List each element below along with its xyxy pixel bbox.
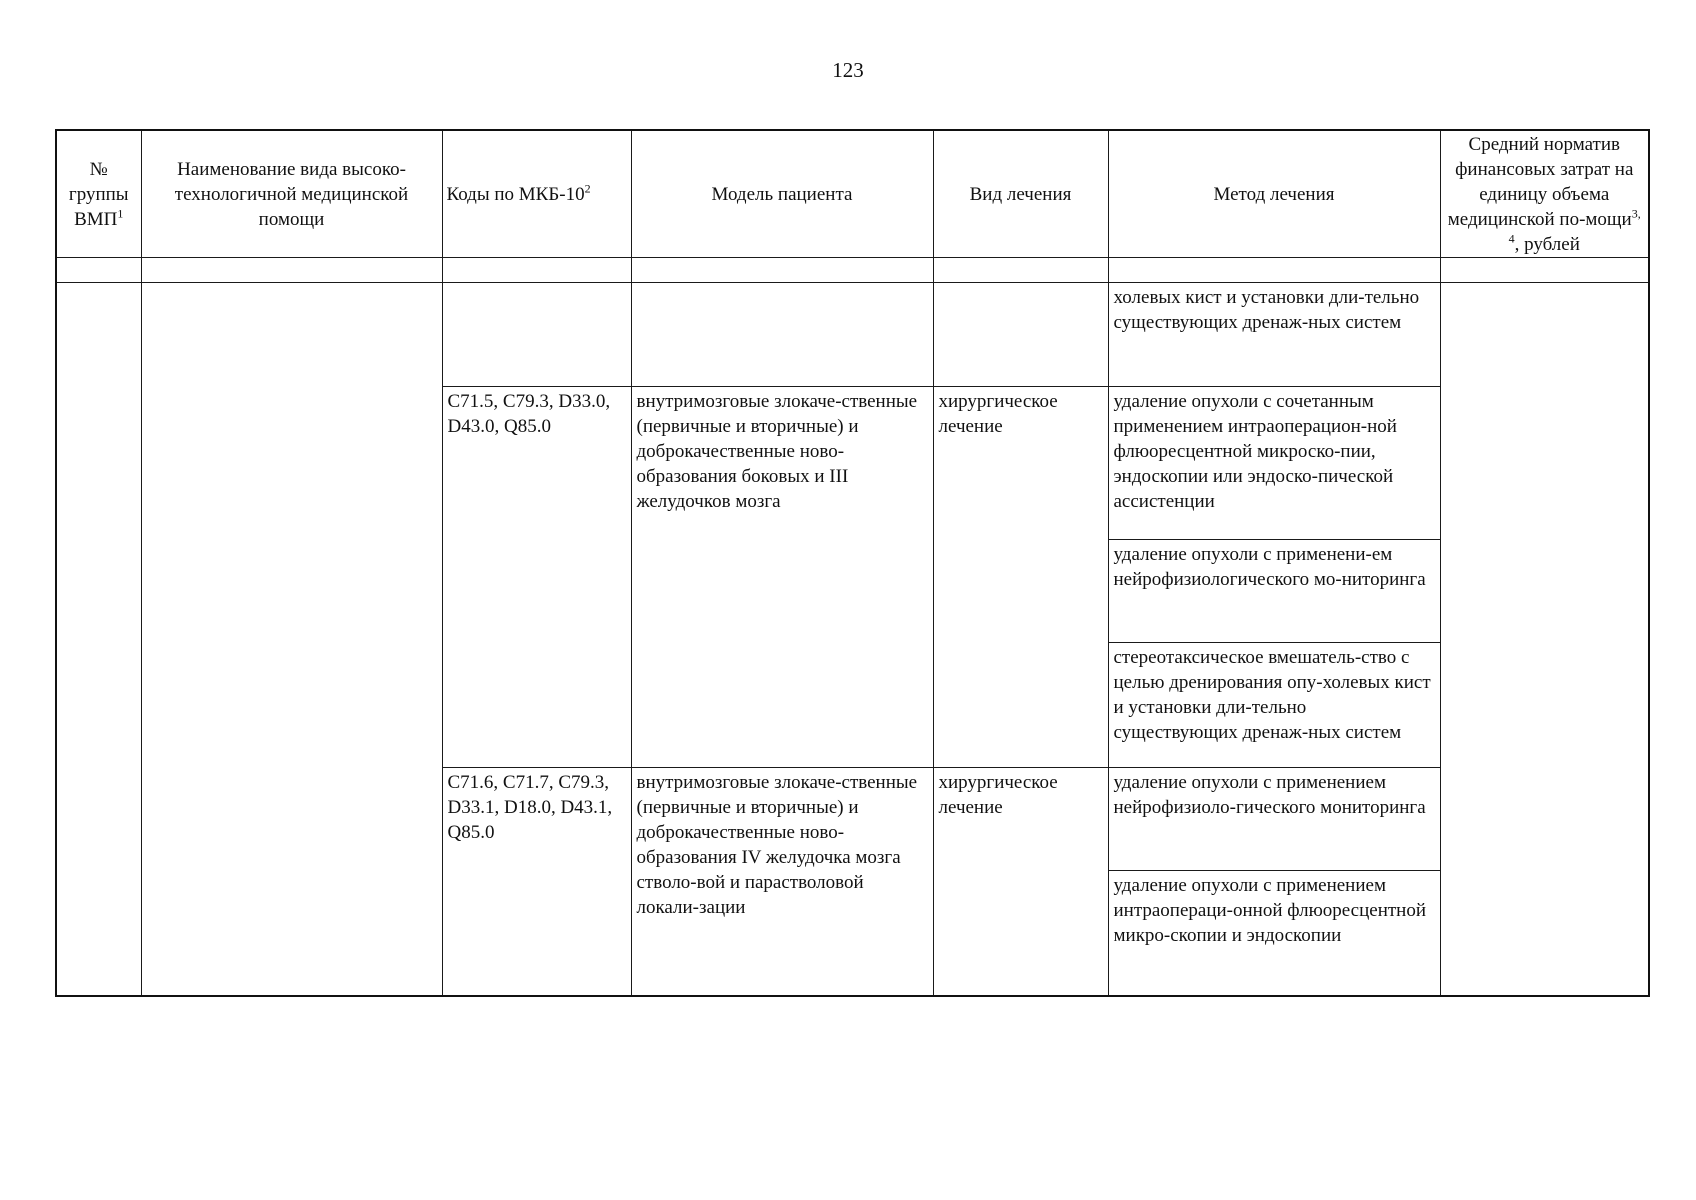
- method-cell: удаление опухоли с применением нейрофизиоло-гического мониторинга: [1108, 768, 1440, 871]
- header-spacer-row: [56, 258, 1649, 283]
- header-cost-norm: Средний норматив финансовых затрат на единицу объема медицинской по-мощи$^{3, 4}$, рублей: [1440, 130, 1649, 258]
- page-number: 123: [832, 58, 864, 82]
- codes-cell: C71.6, C71.7, C79.3, D33.1, D18.0, D43.1, Q85.0: [442, 768, 631, 997]
- method-cell: холевых кист и установки дли-тельно существующих дренаж-ных систем: [1108, 283, 1440, 387]
- model-cell: внутримозговые злокаче-ственные (первичные и вторичные) и доброкачественные ново-образования боковых и III желудочков мозга: [631, 387, 933, 768]
- header-icd-codes: Коды по МКБ-$10^2$: [442, 130, 631, 258]
- method-cell: удаление опухоли с применени-ем нейрофизиологического мо-ниторинга: [1108, 540, 1440, 643]
- method-cell: стереотаксическое вмешатель-ство с целью дренирования опу-холевых кист и установки дли-тельно существующих дренаж-ных систем: [1108, 643, 1440, 768]
- header-vmp-name: Наименование вида высоко-технологичной медицинской помощи: [141, 130, 442, 258]
- model-cell: [631, 283, 933, 387]
- table-header-row: [56, 130, 1649, 258]
- vmp-name-cell: [141, 283, 442, 997]
- header-treatment-type: Вид лечения: [933, 130, 1108, 258]
- model-cell: внутримозговые злокаче-ственные (первичные и вторичные) и доброкачественные ново-образования IV желудочка мозга стволо-вой и парастволовой локали-зации: [631, 768, 933, 997]
- vmp-table: [55, 129, 1650, 997]
- method-cell: удаление опухоли с применением интраопераци-онной флюоресцентной микро-скопии и эндоскопии: [1108, 871, 1440, 997]
- codes-cell: [442, 283, 631, 387]
- codes-cell: C71.5, C79.3, D33.0, D43.0, Q85.0: [442, 387, 631, 768]
- header-patient-model: Модель пациента: [631, 130, 933, 258]
- table-row: [56, 283, 1649, 387]
- group-number-cell: [56, 283, 141, 997]
- method-cell: удаление опухоли с сочетанным применением интраоперацион-ной флюоресцентной микроско-пии, эндоскопии или эндоско-пической ассистенции: [1108, 387, 1440, 540]
- cost-cell: [1440, 283, 1649, 997]
- treatment-cell: хирургическое лечение: [933, 768, 1108, 997]
- treatment-cell: хирургическое лечение: [933, 387, 1108, 768]
- header-group-number: № группы ВМП$^1$: [56, 130, 141, 258]
- treatment-cell: [933, 283, 1108, 387]
- header-treatment-method: Метод лечения: [1108, 130, 1440, 258]
